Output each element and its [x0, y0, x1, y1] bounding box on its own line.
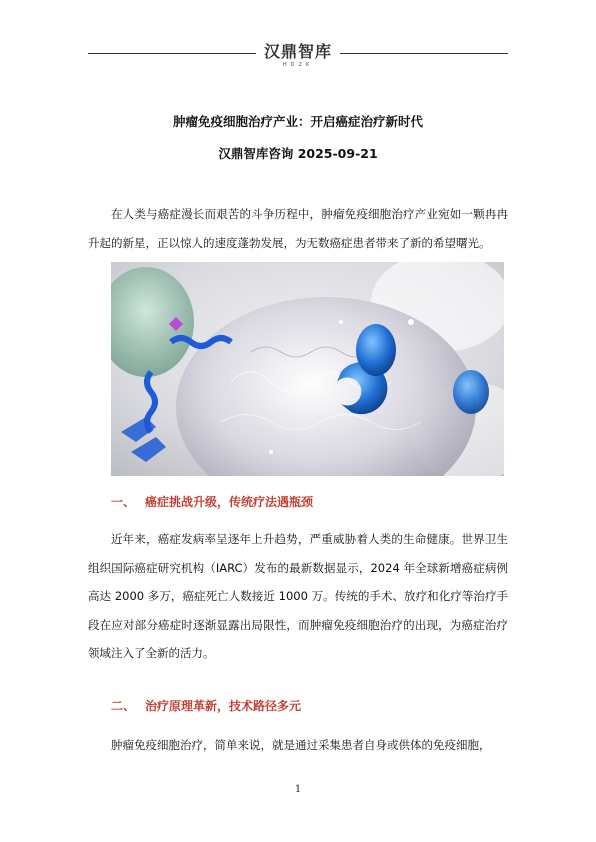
hero-image: [111, 262, 504, 476]
brand-logo: [258, 42, 338, 69]
header-rule-right: [340, 53, 508, 54]
intro-paragraph: 在人类与癌症漫长而艰苦的斗争历程中，肿瘤免疫细胞治疗产业宛如一颗冉冉升起的新星，正以惊人的速度蓬勃发展，为无数癌症患者带来了新的希望曙光。: [88, 207, 508, 250]
document-title: 肿瘤免疫细胞治疗产业：开启癌症治疗新时代: [172, 114, 423, 129]
section-title: 癌症挑战升级，传统疗法遇瓶颈: [145, 495, 314, 509]
section-number: 一、: [111, 495, 136, 509]
brand-sub: HDZK: [282, 62, 314, 68]
section-heading-1: [111, 493, 313, 510]
section-heading-2: [111, 697, 301, 714]
section-2-paragraph: 肿瘤免疫细胞治疗，简单来说，就是通过采集患者自身或供体的免疫细胞，: [111, 738, 491, 752]
immune-cell-illustration: [111, 262, 504, 476]
document-byline: 汉鼎智库咨询 2025-09-21: [218, 146, 378, 161]
brand-name: 汉鼎智库: [263, 42, 332, 61]
page-number: 1: [294, 784, 302, 795]
section-1-paragraph: 近年来，癌症发病率呈逐年上升趋势，严重威胁着人类的生命健康。世界卫生组织国际癌症研究机构（IARC）发布的最新数据显示，2024 年全球新增癌症病例高达 2000 多万，癌症死亡人数接近 1000 万。传统的手术、放疗和化疗等治疗手段在应对部分癌症时逐渐显露出局限性，而肿瘤免疫细胞治疗的出现，为癌症治疗领域注入了全新的活力。: [88, 532, 508, 660]
page-header: [88, 42, 508, 72]
section-title: 治疗原理革新，技术路径多元: [145, 699, 302, 713]
section-number: 二、: [111, 699, 136, 713]
header-rule-left: [88, 53, 256, 54]
